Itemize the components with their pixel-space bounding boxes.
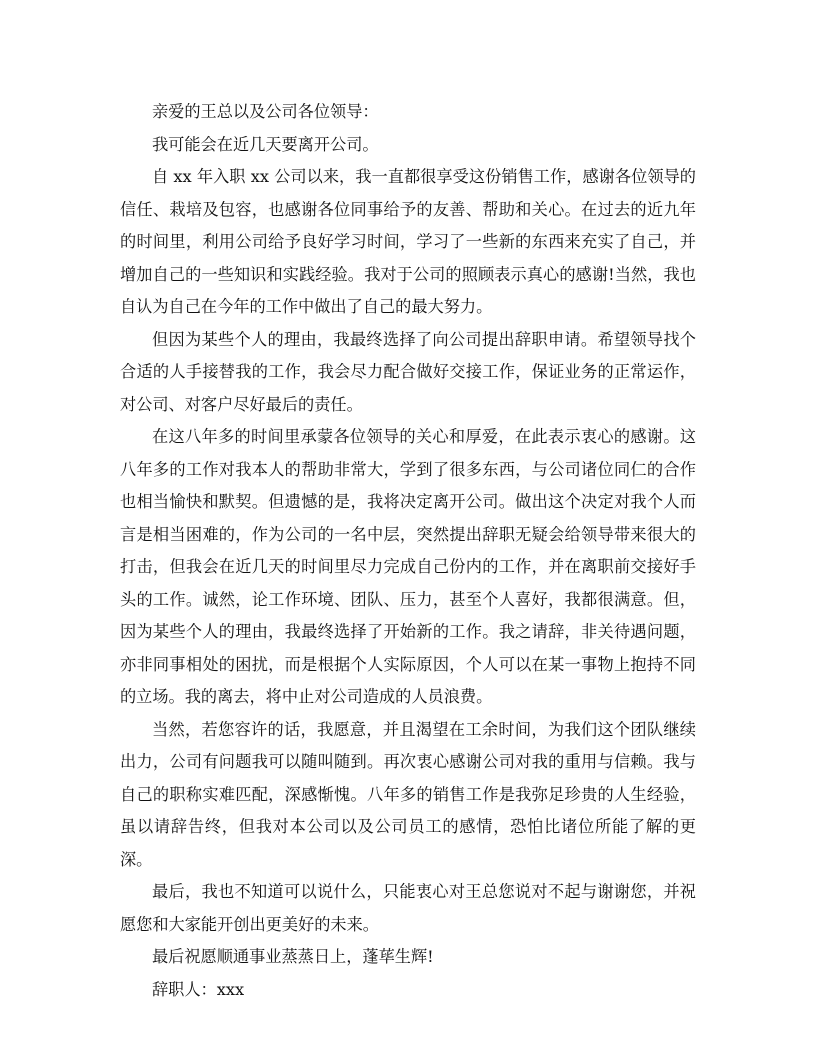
body-paragraph-1: 自 xx 年入职 xx 公司以来，我一直都很享受这份销售工作，感谢各位领导的信任、栽培及包容，也感谢各位同事给予的友善、帮助和关心。在过去的近九年的时间里，利用公司给予良好学习时间，学习了一些新的东西来充实了自己，并增加自己的一些知识和实践经验。我对于公司的照顾表示真心的感谢!当然，我也自认为自己在今年的工作中做出了自己的最大努力。 bbox=[120, 167, 696, 316]
body-paragraph-4: 当然，若您容许的话，我愿意，并且渴望在工余时间，为我们这个团队继续出力，公司有问题我可以随叫随到。再次衷心感谢公司对我的重用与信赖。我与自己的职称实难匹配，深感惭愧。八年多的销售工作是我弥足珍贵的人生经验，虽以请辞告终，但我对本公司以及公司员工的感情，恐怕比诸位所能了解的更深。 bbox=[120, 719, 696, 869]
resignation-letter bbox=[120, 96, 696, 1006]
signature: 辞职人：xxx bbox=[152, 979, 245, 999]
closing-wish: 最后祝愿顺通事业蒸蒸日上，蓬荜生辉! bbox=[152, 947, 434, 966]
salutation: 亲爱的王总以及公司各位领导： bbox=[152, 102, 379, 121]
opening-line: 我可能会在近几天要离开公司。 bbox=[152, 134, 379, 154]
body-paragraph-2: 但因为某些个人的理由，我最终选择了向公司提出辞职申请。希望领导找个合适的人手接替我的工作，我会尽力配合做好交接工作，保证业务的正常运作，对公司、对客户尽好最后的责任。 bbox=[120, 329, 696, 414]
body-paragraph-3: 在这八年多的时间里承蒙各位领导的关心和厚爱，在此表示衷心的感谢。这八年多的工作对我本人的帮助非常大，学到了很多东西，与公司诸位同仁的合作也相当愉快和默契。但遗憾的是，我将决定离开公司。做出这个决定对我个人而言是相当困难的，作为公司的一名中层，突然提出辞职无疑会给领导带来很大的打击，但我会在近几天的时间里尽力完成自己份内的工作，并在离职前交接好手头的工作。诚然，论工作环境、团队、压力，甚至个人喜好，我都很满意。但，因为某些个人的理由，我最终选择了开始新的工作。我之请辞，非关待遇问题，亦非同事相处的困扰，而是根据个人实际原因，个人可以在某一事物上抱持不同的立场。我的离去，将中止对公司造成的人员浪费。 bbox=[120, 427, 696, 706]
body-paragraph-5: 最后，我也不知道可以说什么，只能衷心对王总您说对不起与谢谢您，并祝愿您和大家能开创出更美好的未来。 bbox=[120, 882, 696, 934]
